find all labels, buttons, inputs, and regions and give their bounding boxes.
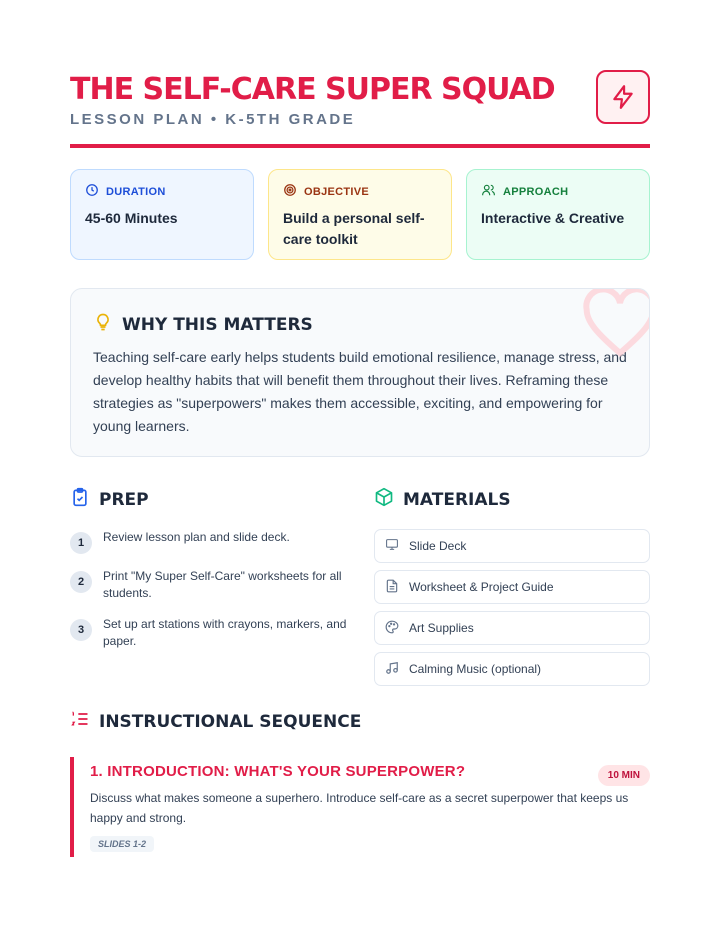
prep-title: PREP	[99, 489, 149, 510]
monitor-icon	[385, 538, 399, 554]
time-badge: 10 MIN	[598, 765, 650, 786]
target-icon	[283, 183, 297, 200]
palette-icon	[385, 620, 399, 637]
approach-card	[466, 169, 650, 260]
material-item	[374, 570, 650, 604]
clipboard-check-icon	[70, 486, 90, 513]
approach-value: Interactive & Creative	[481, 210, 625, 226]
material-item	[374, 611, 650, 645]
lightning-icon	[596, 70, 650, 124]
clock-icon	[85, 183, 99, 200]
duration-label: DURATION	[106, 185, 166, 198]
users-icon	[481, 183, 496, 200]
box-icon	[374, 486, 394, 513]
page-title: THE SELF-CARE SUPER SQUAD	[70, 72, 555, 107]
page-header	[70, 70, 650, 148]
why-title: WHY THIS MATTERS	[122, 314, 313, 335]
why-text: Teaching self-care early helps students build emotional resilience, manage stress, and develop healthy habits that will benefit them throughout their lives. Reframing these strategies as "superpowers" makes them accessible, exciting, and empowering for young learners.	[93, 349, 627, 434]
sequence-step	[70, 757, 650, 857]
material-label: Art Supplies	[409, 621, 474, 635]
prep-item-text: Set up art stations with crayons, markers, and paper.	[103, 617, 347, 648]
objective-label: OBJECTIVE	[304, 185, 370, 198]
prep-list	[70, 529, 350, 650]
material-label: Slide Deck	[409, 539, 467, 553]
prep-section	[70, 486, 350, 664]
why-this-matters-panel	[70, 288, 650, 457]
sequence-title: INSTRUCTIONAL SEQUENCE	[99, 711, 362, 732]
list-item	[70, 529, 350, 554]
materials-section	[374, 486, 650, 693]
overview-cards	[70, 169, 650, 260]
slides-tag: SLIDES 1-2	[90, 836, 154, 852]
step-number: 1	[70, 532, 92, 554]
step-number: 3	[70, 619, 92, 641]
list-item	[70, 568, 350, 602]
document-icon	[385, 579, 399, 596]
lightbulb-icon	[93, 311, 113, 338]
material-label: Calming Music (optional)	[409, 662, 542, 676]
material-item	[374, 529, 650, 563]
duration-card	[70, 169, 254, 260]
numbered-list-icon	[70, 708, 90, 735]
duration-value: 45-60 Minutes	[85, 210, 178, 226]
objective-value: Build a personal self-care toolkit	[283, 210, 425, 247]
step-number: 2	[70, 571, 92, 593]
materials-title: MATERIALS	[403, 489, 511, 510]
prep-item-text: Review lesson plan and slide deck.	[103, 530, 290, 544]
instructional-sequence	[70, 708, 650, 857]
step-title: 1. INTRODUCTION: WHAT'S YOUR SUPERPOWER?	[90, 763, 466, 780]
prep-item-text: Print "My Super Self-Care" worksheets for all students.	[103, 569, 342, 600]
step-description: Discuss what makes someone a superhero. Introduce self-care as a secret superpower that keeps us happy and strong.	[90, 791, 629, 825]
page-subtitle: LESSON PLAN • K-5TH GRADE	[70, 111, 356, 128]
music-icon	[385, 661, 399, 678]
heart-icon	[575, 288, 650, 368]
materials-list	[374, 529, 650, 686]
objective-card	[268, 169, 452, 260]
list-item	[70, 616, 350, 650]
approach-label: APPROACH	[503, 185, 569, 198]
material-label: Worksheet & Project Guide	[409, 580, 554, 594]
material-item	[374, 652, 650, 686]
